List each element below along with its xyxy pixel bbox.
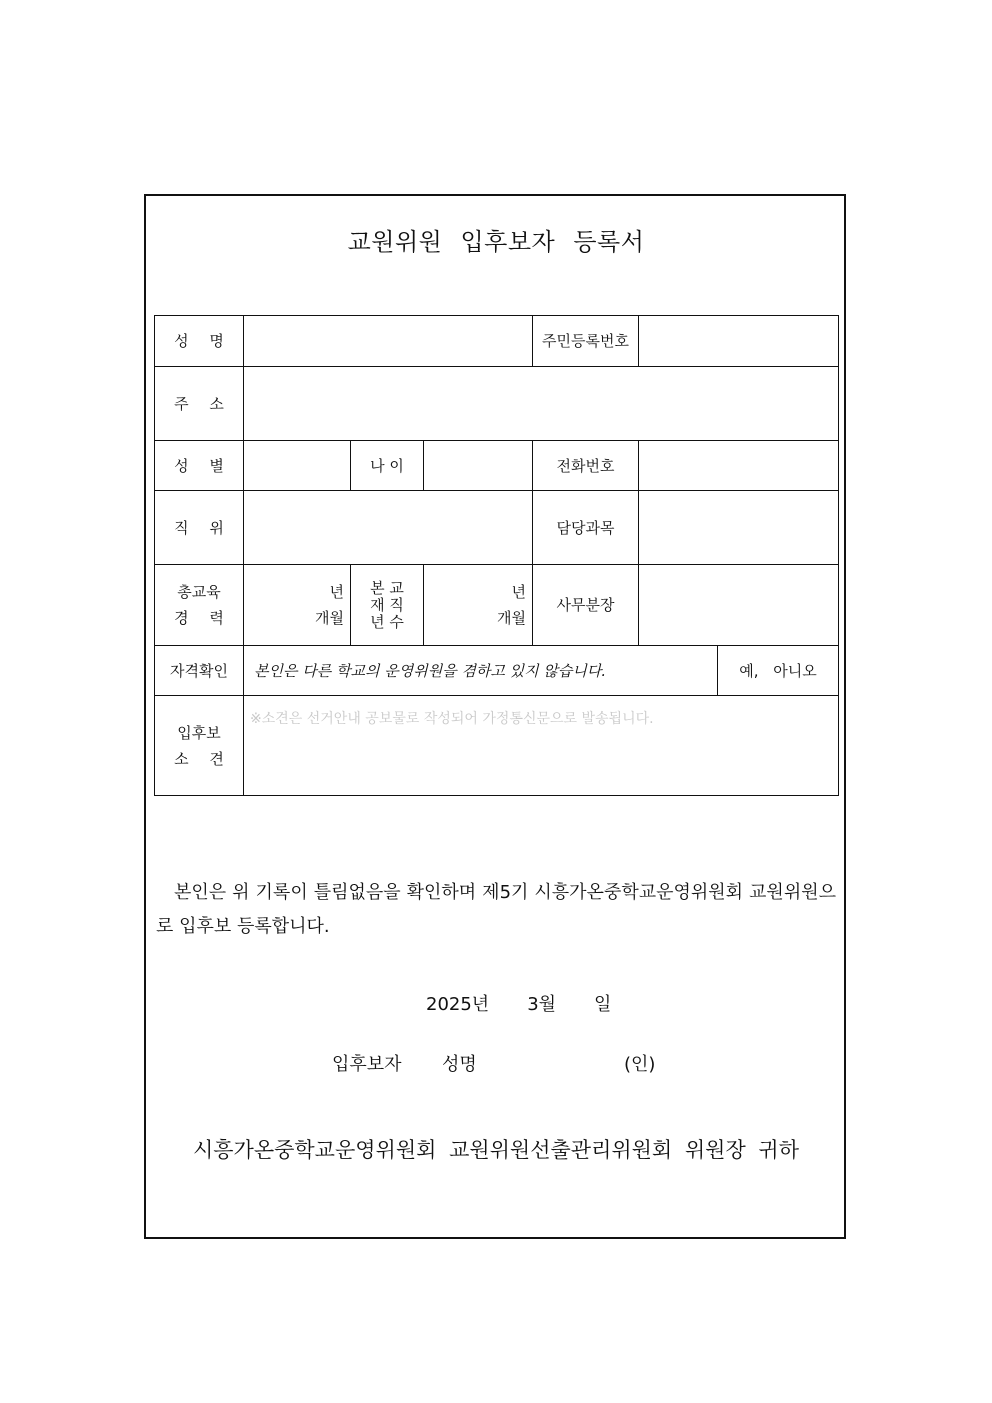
subject-label: 담당과목 [533, 491, 639, 565]
qualification-statement: 본인은 다른 학교의 운영위원을 겸하고 있지 않습니다. [244, 646, 718, 696]
duty-field[interactable] [639, 565, 839, 646]
subject-field[interactable] [639, 491, 839, 565]
date-line [426, 990, 649, 1016]
school-years-month-unit: 개월 [497, 609, 527, 627]
total-career-year-unit: 년 [329, 583, 344, 601]
address-label: 주 소 [155, 367, 244, 441]
gender-label: 성 별 [155, 441, 244, 491]
date-day: 일 [594, 994, 612, 1015]
resident-id-field[interactable] [639, 316, 839, 367]
age-field[interactable] [424, 441, 533, 491]
document-title: 교원위원 입후보자 등록서 [347, 228, 645, 256]
school-years-label [351, 565, 424, 646]
date-year: 2025년 [426, 994, 490, 1015]
school-years-label-line1: 본 교 [370, 578, 404, 597]
total-career-label-line1: 총교육 [177, 583, 221, 601]
gender-field[interactable] [244, 441, 351, 491]
position-field[interactable] [244, 491, 533, 565]
signature-name-label: 성명 [442, 1054, 477, 1075]
declaration-text: 본인은 위 기록이 틀림없음을 확인하며 제5기 시흥가온중학교운영위원회 교원위원으로 입후보 등록합니다. [156, 882, 836, 937]
phone-label: 전화번호 [533, 441, 639, 491]
qualification-yes-no[interactable]: 예, 아니오 [718, 646, 839, 696]
qualification-label: 자격확인 [155, 646, 244, 696]
position-label: 직 위 [155, 491, 244, 565]
total-career-field[interactable] [244, 565, 351, 646]
school-years-label-line3: 년 수 [370, 612, 404, 631]
opinion-field[interactable] [244, 696, 839, 796]
name-label: 성 명 [155, 316, 244, 367]
phone-field[interactable] [639, 441, 839, 491]
school-years-year-unit: 년 [511, 583, 527, 601]
age-label: 나 이 [351, 441, 424, 491]
school-years-field[interactable] [424, 565, 533, 646]
signature-line [332, 1050, 655, 1076]
school-years-label-line2: 재 직 [370, 595, 404, 614]
address-field[interactable] [244, 367, 839, 441]
total-career-label [155, 565, 244, 646]
addressee: 시흥가온중학교운영위원회 교원위원선출관리위원회 위원장 귀하 [192, 1138, 800, 1162]
duty-label: 사무분장 [533, 565, 639, 646]
resident-id-label: 주민등록번호 [533, 316, 639, 367]
registration-form-table [154, 315, 839, 796]
opinion-label-line2: 소 견 [174, 749, 224, 768]
total-career-month-unit: 개월 [315, 609, 344, 627]
opinion-label [155, 696, 244, 796]
signature-role: 입후보자 [332, 1054, 402, 1075]
opinion-label-line1: 입후보 [177, 723, 221, 742]
date-month: 3월 [527, 994, 557, 1015]
total-career-label-line2: 경 력 [174, 609, 224, 627]
opinion-note: ※소견은 선거안내 공보물로 작성되어 가정통신문으로 발송됩니다. [250, 711, 654, 727]
name-field[interactable] [244, 316, 533, 367]
signature-seal: (인) [624, 1054, 656, 1075]
